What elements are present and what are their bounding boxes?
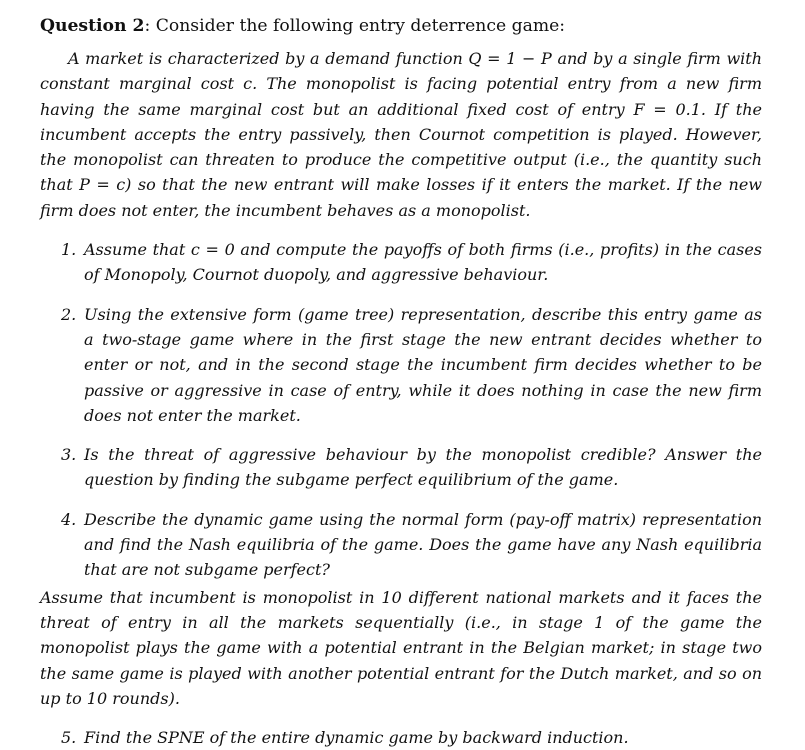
intro-paragraph: A market is characterized by a demand function Q = 1 − P and by a single firm with constant marginal cost c. The monopolist is facing potential entry from a new firm having the same marginal cost but an additional fixed cost of entry F = 0.1. If the incumbent accepts the entry passively, then Cournot competition is played. However, the monopolist can threaten to produce the competitive output (i.e., the quantity such that P = c) so that the new entrant will make losses if it enters the market. If the new firm does not enter, the incumbent behaves as a monopolist. [40,49,762,220]
question-heading [40,14,762,38]
final-question-list [40,725,762,750]
bridge-paragraph: Assume that incumbent is monopolist in 10 different national markets and it faces the threat of entry in all the markets sequentially (i.e., in stage 1 of the game the monopolist plays the game with a potential entrant in the Belgian market; in stage two the same game is played with another potential entrant for the Dutch market, and so on up to 10 rounds). [40,587,762,708]
list-item [40,507,762,583]
item-text: Describe the dynamic game using the normal form (pay-off matrix) representation and find the Nash equilibria of the game. Does the game have any Nash equilibria that are not subgame perfect? [84,509,762,580]
question-list [40,237,762,583]
item-text: Find the SPNE of the entire dynamic game by backward induction. [84,728,629,748]
item-number: 1. [61,240,77,260]
item-text: Using the extensive form (game tree) representation, describe this entry game as a two-stage game where in the first stage the new entrant decides whether to enter or not, and in the second stage the incumbent firm decides whether to be passive or aggressive in case of entry, while it does nothing in case the new firm does not enter the market. [84,304,762,425]
list-item [40,237,762,288]
item-number: 4. [61,509,77,529]
document-page [40,14,762,750]
item-text: Assume that c = 0 and compute the payoffs of both firms (i.e., profits) in the cases of Monopoly, Cournot duopoly, and aggressive behaviour. [84,240,762,285]
item-number: 3. [61,445,77,465]
list-item [40,442,762,493]
item-text: Is the threat of aggressive behaviour by the monopolist credible? Answer the question by finding the subgame perfect equilibrium of the game. [84,445,762,490]
item-number: 2. [61,304,77,324]
question-label: Question 2 [40,16,145,36]
item-number: 5. [61,728,77,748]
list-item [40,725,762,750]
question-title: : Consider the following entry deterrence game: [144,16,566,36]
list-item [40,302,762,428]
